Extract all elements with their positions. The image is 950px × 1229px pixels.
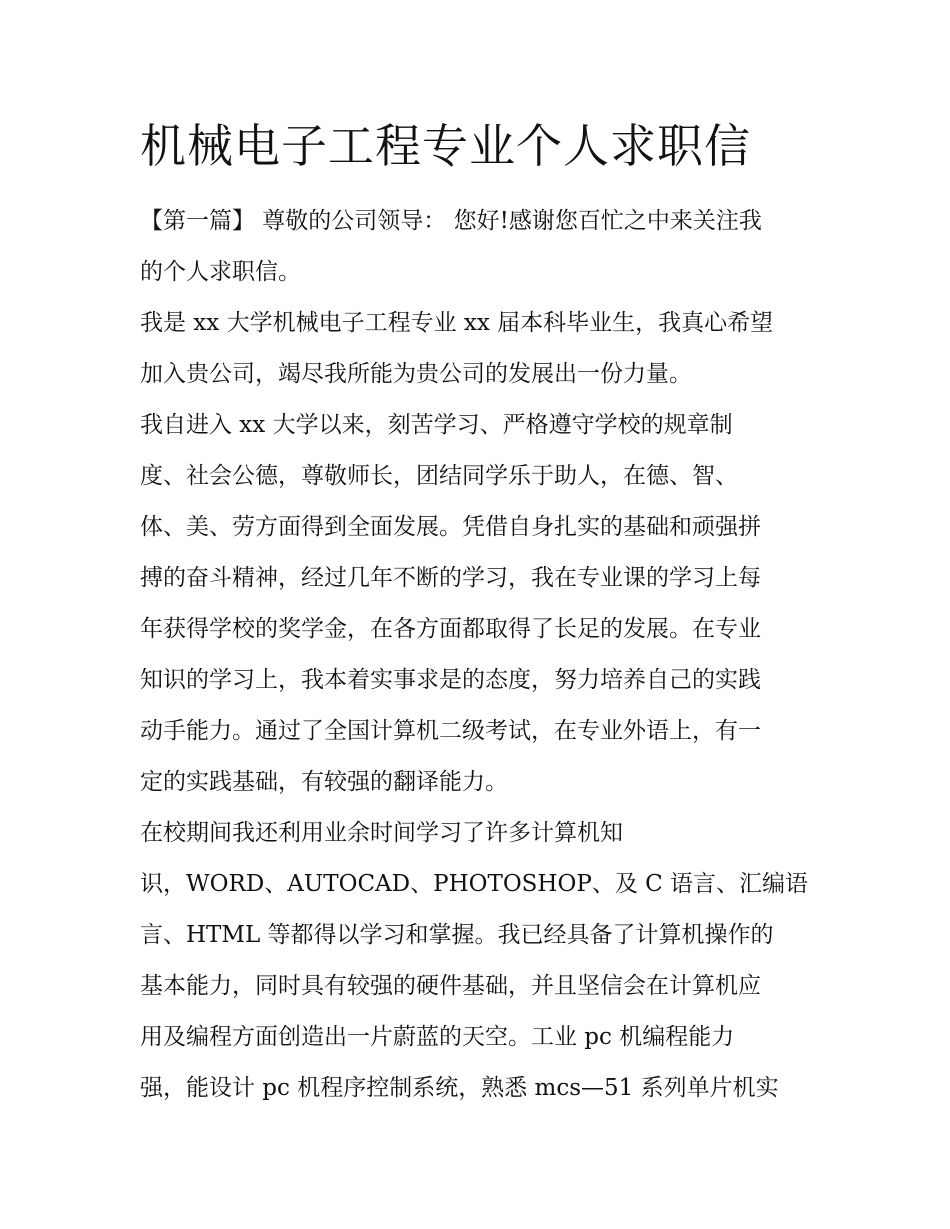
text-line: 识，WORD、AUTOCAD、PHOTOSHOP、及 C 语言、汇编语 [140, 871, 809, 897]
text-line: 我是 xx 大学机械电子工程专业 xx 届本科毕业生，我真心希望 [140, 310, 774, 336]
text-line: 用及编程方面创造出一片蔚蓝的天空。工业 pc 机编程能力 [140, 1024, 735, 1050]
text-line: 基本能力，同时具有较强的硬件基础，并且坚信会在计算机应 [140, 973, 761, 999]
text-line: 的个人求职信。 [140, 259, 301, 285]
document-body [140, 196, 820, 1114]
text-line: 言、HTML 等都得以学习和掌握。我已经具备了计算机操作的 [140, 922, 774, 948]
text-line: 搏的奋斗精神，经过几年不断的学习，我在专业课的学习上每 [140, 565, 761, 591]
text-line: 体、美、劳方面得到全面发展。凭借自身扎实的基础和顽强拼 [140, 514, 761, 540]
text-line: 在校期间我还利用业余时间学习了许多计算机知 [140, 820, 623, 846]
text-line: 知识的学习上，我本着实事求是的态度，努力培养自己的实践 [140, 667, 761, 693]
text-line: 年获得学校的奖学金，在各方面都取得了长足的发展。在专业 [140, 616, 761, 642]
text-line: 度、社会公德，尊敬师长，团结同学乐于助人，在德、智、 [140, 463, 738, 489]
text-line: 强，能设计 pc 机程序控制系统，熟悉 mcs—51 系列单片机实 [140, 1075, 779, 1101]
text-line: 定的实践基础，有较强的翻译能力。 [140, 769, 508, 795]
text-line: 我自进入 xx 大学以来，刻苦学习、严格遵守学校的规章制 [140, 412, 733, 438]
text-line: 【第一篇】 尊敬的公司领导： 您好!感谢您百忙之中来关注我 [140, 208, 762, 234]
text-line: 加入贵公司，竭尽我所能为贵公司的发展出一份力量。 [140, 361, 692, 387]
text-line: 动手能力。通过了全国计算机二级考试，在专业外语上，有一 [140, 718, 761, 744]
document-title: 机械电子工程专业个人求职信 [140, 119, 751, 173]
